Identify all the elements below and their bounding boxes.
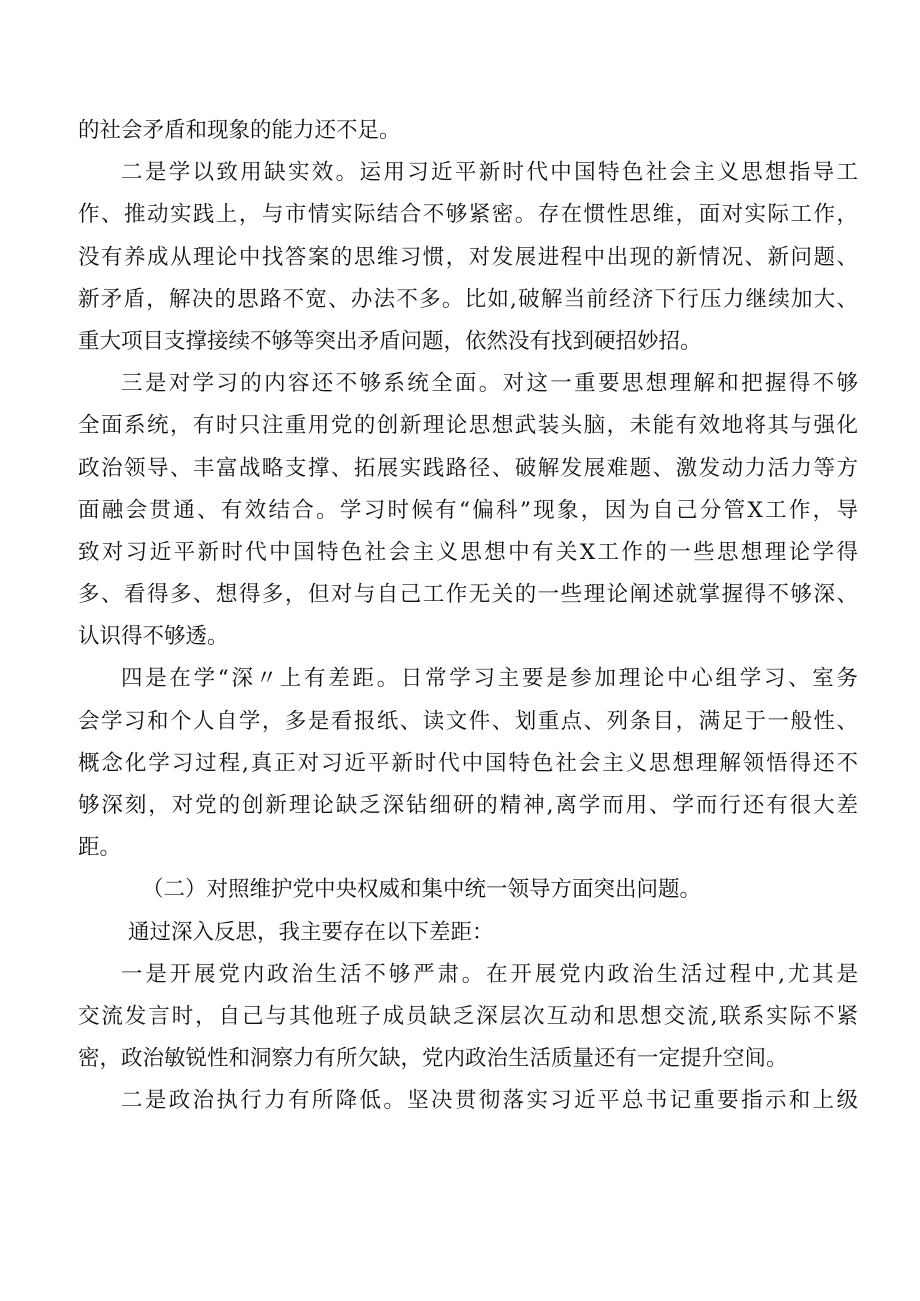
text-line: 距。 <box>78 835 122 861</box>
text-line: 二是政治执行力有所降低。坚决贯彻落实习近平总书记重要指示和上级 <box>121 1088 858 1114</box>
text-line: 够深刻，对党的创新理论缺乏深钻细研的精神,离学而用、学而行还有很大差 <box>78 793 858 818</box>
text-line: 二是学以致用缺实效。运用习近平新时代中国特色社会主义思想指导工 <box>121 160 858 186</box>
text-line: 面融会贯通、有效结合。学习时候有“偏科”现象，因为自己分管X工作，导 <box>78 497 858 523</box>
text-line: 政治领导、丰富战略支撑、拓展实践路径、破解发展难题、激发动力活力等方 <box>78 455 858 481</box>
text-line: 概念化学习过程,真正对习近平新时代中国特色社会主义思想理解领悟得还不 <box>78 750 858 776</box>
text-line: 认识得不够透。 <box>78 624 229 650</box>
text-line: 的社会矛盾和现象的能力还不足。 <box>78 118 401 143</box>
text-line: 四是在学“深〃上有差距。日常学习主要是参加理论中心组学习、室务 <box>121 666 858 692</box>
text-line: 全面系统，有时只注重用党的创新理论思想武装头脑，未能有效地将其与强化 <box>78 413 858 439</box>
text-line: 致对习近平新时代中国特色社会主义思想中有关X工作的一些思想理论学得 <box>78 539 858 565</box>
text-line: 一是开展党内政治生活不够严肃。在开展党内政治生活过程中,尤其是 <box>121 961 858 987</box>
text-line: 通过深入反思，我主要存在以下差距： <box>128 919 494 945</box>
text-line: 密，政治敏锐性和洞察力有所欠缺，党内政治生活质量还有一定提升空间。 <box>78 1046 788 1072</box>
text-line: 新矛盾，解决的思路不宽、办法不多。比如,破解当前经济下行压力继续加大、 <box>78 286 858 312</box>
text-line: 作、推动实践上，与市情实际结合不够紧密。存在惯性思维，面对实际工作， <box>78 202 858 228</box>
text-line: 没有养成从理论中找答案的思维习惯，对发展进程中出现的新情况、新问题、 <box>78 244 858 270</box>
text-line: 重大项目支撑接续不够等突出矛盾问题，依然没有找到硬招妙招。 <box>78 328 702 354</box>
text-line: 交流发言时，自己与其他班子成员缺乏深层次互动和思想交流,联系实际不紧 <box>78 1003 858 1029</box>
text-line: 三是对学习的内容还不够系统全面。对这一重要思想理解和把握得不够 <box>121 371 858 397</box>
text-line: （二）对照维护党中央权威和集中统一领导方面突出问题。 <box>142 877 702 903</box>
text-line: 多、看得多、想得多，但对与自己工作无关的一些理论阐述就掌握得不够深、 <box>78 582 858 608</box>
text-line: 会学习和个人自学，多是看报纸、读文件、划重点、列条目，满足于一般性、 <box>78 708 858 734</box>
document-body <box>78 110 858 1123</box>
